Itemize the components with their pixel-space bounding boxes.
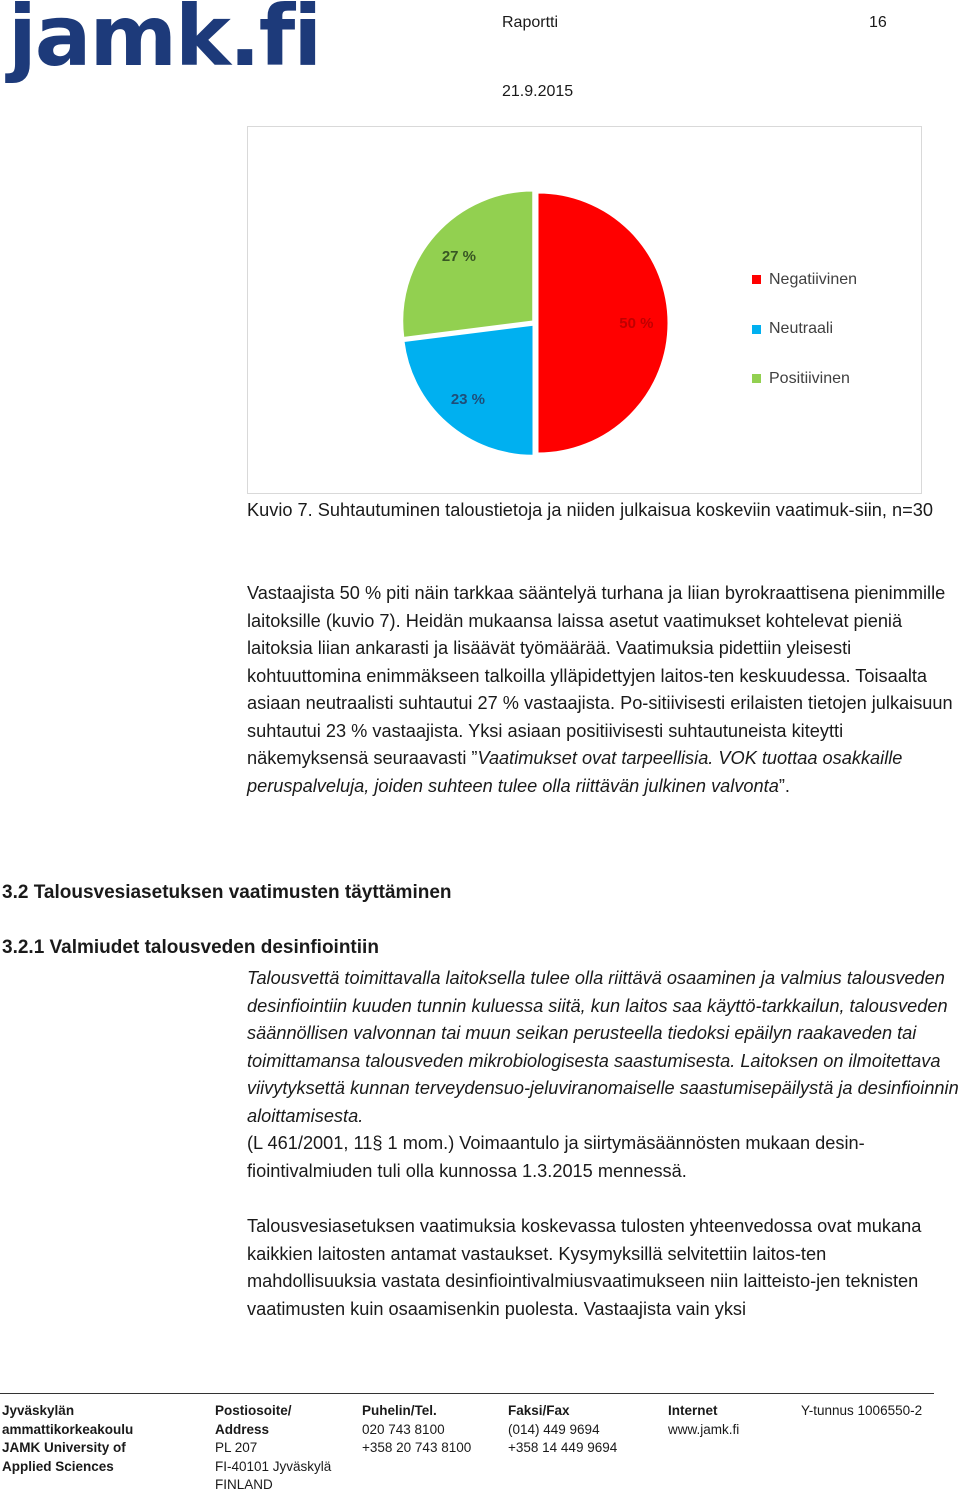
footer-phone-title: Puhelin/Tel. xyxy=(362,1403,437,1418)
footer-org-line: Applied Sciences xyxy=(2,1458,114,1474)
paragraph-1-quote: Vaatimukset ovat tarpeellisia. VOK tuottaa osakkaille peruspalveluja, joiden suhteen tulee olla riittävän julkinen valvonta xyxy=(247,748,903,796)
footer-phone xyxy=(362,1402,471,1458)
page-number: 16 xyxy=(869,14,887,31)
footer-org-line: Jyväskylän xyxy=(2,1403,75,1418)
report-date: 21.9.2015 xyxy=(502,83,574,100)
pie-label-neutraali: 23 % xyxy=(450,391,486,409)
heading-3-2-1: 3.2.1 Valmiudet talousveden desinfiointiin xyxy=(2,937,379,958)
legend-label-positiivinen: Positiivinen xyxy=(769,369,850,387)
footer-org-line: JAMK University of xyxy=(2,1440,126,1455)
pie-label-positiivinen: 27 % xyxy=(441,247,477,265)
footer-internet-title: Internet xyxy=(668,1403,718,1418)
footer-org-line: ammattikorkeakoulu xyxy=(2,1421,134,1437)
footer-phone-line: +358 20 743 8100 xyxy=(362,1440,472,1455)
legend-item-positiivinen xyxy=(752,354,857,404)
footer-phone-line: 020 743 8100 xyxy=(362,1421,445,1437)
footer-business-id: Y-tunnus 1006550-2 xyxy=(801,1403,923,1418)
footer-address-subtitle: Address xyxy=(215,1421,270,1437)
paragraph-2 xyxy=(247,965,959,1185)
footer-address xyxy=(215,1402,331,1495)
heading-3-2: 3.2 Talousvesiasetuksen vaatimusten täyttäminen xyxy=(2,882,452,903)
chart-legend xyxy=(752,255,857,404)
legend-swatch-positiivinen xyxy=(752,374,761,383)
jamk-logo: jamk.fi xyxy=(8,0,321,85)
paragraph-1-end: ”. xyxy=(778,775,790,796)
footer-internet xyxy=(668,1402,739,1439)
paragraph-2-quote: Talousvettä toimittavalla laitoksella tulee olla riittävä osaaminen ja valmius talousveden desinfiointiin kuuden tunnin kuluessa siitä, kun laitos saa käyttö-tarkkailun, talousveden säännöllisen valvonnan tai muun seikan perusteella tiedoksi epäilyn raakaveden tai toimittamansa talousveden mikrobiologisesta saastumisesta. Laitoksen on ilmoitettava viivytyksettä kunnan terveydensuo-jeluviranomaiselle saastumisepäilystä ja desinfioinnin aloittamisesta. xyxy=(247,968,959,1126)
footer-address-line: PL 207 xyxy=(215,1440,258,1455)
paragraph-2-rest: (L 461/2001, 11§ 1 mom.) Voimaantulo ja siirtymäsäännösten mukaan desin-fiointivalmiuden tuli olla kunnossa 1.3.2015 mennessä. xyxy=(247,1133,865,1181)
legend-swatch-neutraali xyxy=(752,325,761,334)
footer-address-line: FI-40101 Jyväskylä xyxy=(215,1458,332,1474)
footer-fax-line: +358 14 449 9694 xyxy=(508,1440,618,1455)
pie-label-negatiivinen: 50 % xyxy=(619,315,654,332)
footer-website-link[interactable]: www.jamk.fi xyxy=(668,1421,740,1437)
footer-address-title: Postiosoite/ xyxy=(215,1403,292,1418)
paragraph-1-text: Vastaajista 50 % piti näin tarkkaa sääntelyä turhana ja liian byrokraattisena pienimmille laitoksille (kuvio 7). Heidän mukaansa laissa asetut vaatimukset kohtelevat pieniä laitoksia liian ankarasti ja lisäävät työmäärää. Vaatimuksia pidettiin yleisesti kohtuuttomina enimmäkseen talkoilla ylläpidettyjen laitos-ten keskuudessa. Toisaalta asiaan neutraalisti suhtautui 27 % vastaajista. Po-sitiivisesti erilaisten tietojen julkaisuun suhtautui 23 % vastaajista. Yksi asiaan positiivisesti suhtautuneista kiteytti näkemyksensä seuraavasti ” xyxy=(247,583,953,768)
footer-divider xyxy=(0,1393,934,1394)
footer-fax-title: Faksi/Fax xyxy=(508,1403,570,1418)
footer-fax-line: (014) 449 9694 xyxy=(508,1421,600,1437)
legend-label-negatiivinen: Negatiivinen xyxy=(769,270,858,288)
legend-item-negatiivinen xyxy=(752,255,857,305)
footer-org xyxy=(2,1402,133,1476)
footer-fax xyxy=(508,1402,617,1458)
legend-label-neutraali: Neutraali xyxy=(769,320,834,338)
paragraph-1 xyxy=(247,580,959,800)
footer-address-line: FINLAND xyxy=(215,1477,273,1492)
pie-chart xyxy=(247,126,922,494)
paragraph-3: Talousvesiasetuksen vaatimuksia koskevassa tulosten yhteenvedossa ovat mukana kaikkien laitosten antamat vastaukset. Kysymyksillä selvitettiin laitos-ten mahdollisuuksia vastata desinfiointivalmiusvaatimukseen niin laitteisto-jen teknisten vaatimusten kuin osaamisenkin puolesta. Vastaajista vain yksi xyxy=(247,1216,922,1319)
figure-caption: Kuvio 7. Suhtautuminen taloustietoja ja niiden julkaisua koskeviin vaatimuk-siin, n=30 xyxy=(247,500,933,520)
report-label: Raportti xyxy=(502,14,559,31)
legend-item-neutraali xyxy=(752,305,857,355)
legend-swatch-negatiivinen xyxy=(752,275,761,284)
